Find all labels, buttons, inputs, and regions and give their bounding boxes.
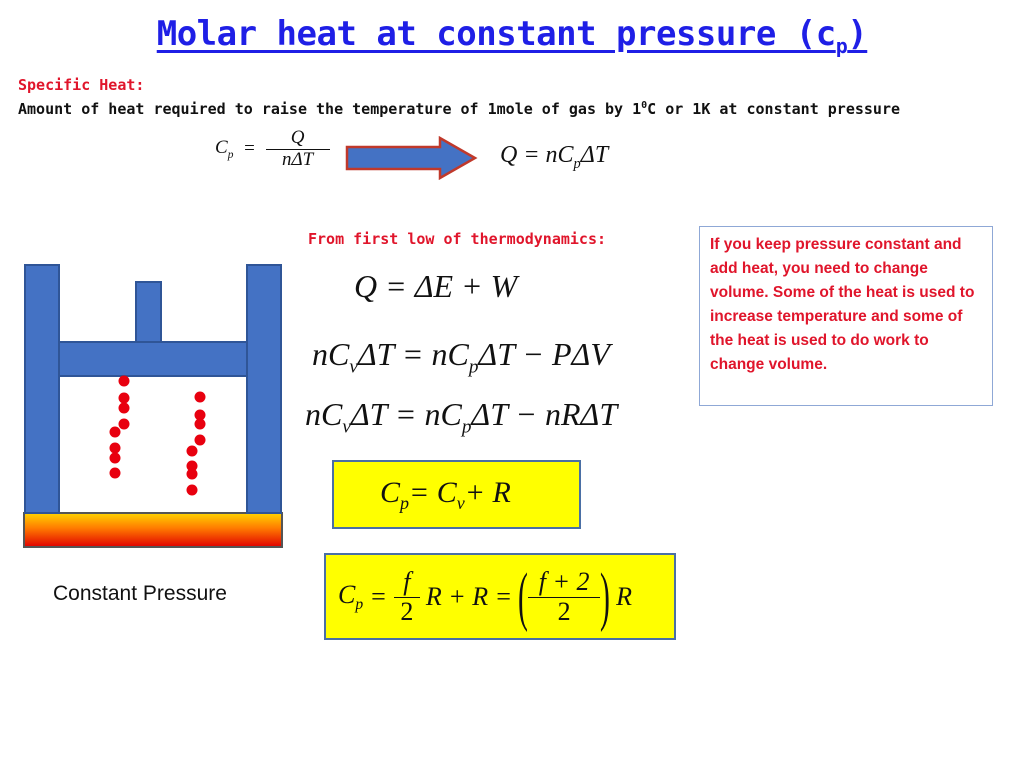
gas-molecule (187, 446, 198, 457)
gas-molecule (119, 376, 130, 387)
gas-molecule (110, 468, 121, 479)
diagram-caption: Constant Pressure (53, 582, 227, 605)
piston-plate (59, 342, 247, 376)
cylinder-right-wall (247, 265, 281, 513)
cp-cv-relation: $C_p= C_v+ R$ (380, 476, 511, 513)
explanation-note-text: If you keep pressure constant and add heat, you need to change volume. Some of the heat is used to increase temperature and some of the heat is used to do work to change volume. (710, 236, 975, 373)
heater-base (24, 513, 282, 547)
specific-heat-definition: Amount of heat required to raise the temperature of 1mole of gas by $1^0C$ or 1K at constant pressure (18, 100, 901, 118)
gas-molecule (187, 469, 198, 480)
gas-molecule (110, 453, 121, 464)
cp-degrees-of-freedom-box (324, 553, 676, 640)
slide-title: Molar heat at constant pressure $(c_p)$ (156, 14, 868, 58)
gas-molecules (110, 376, 206, 496)
piston-rod (136, 282, 161, 344)
gas-molecule (110, 443, 121, 454)
gas-molecule (195, 435, 206, 446)
first-law-equation: Q = ΔE + W (354, 268, 518, 304)
work-pressure-equation: $nC_v\Delta T = nC_p\Delta T - P\Delta V$ (312, 336, 610, 378)
gas-molecule (110, 427, 121, 438)
gas-molecule (195, 392, 206, 403)
specific-heat-label: Specific Heat: (18, 76, 145, 94)
gas-molecule (119, 393, 130, 404)
work-gas-constant-equation: $nC_v\Delta T = nC_p\Delta T - nR\Delta T$ (305, 396, 618, 438)
gas-molecule (187, 485, 198, 496)
right-paren: ) (600, 560, 611, 633)
implies-arrow (344, 136, 480, 180)
cylinder-left-wall (25, 265, 59, 513)
left-paren: ( (518, 560, 529, 633)
gas-molecule (119, 419, 130, 430)
gas-molecule (195, 419, 206, 430)
gas-molecule (119, 403, 130, 414)
first-law-label: From first low of thermodynamics: (308, 230, 607, 248)
explanation-note-box (699, 226, 993, 406)
cp-cv-relation-box (332, 460, 581, 529)
cp-definition-equation: $C_p$ = $\frac{Q}{\text{nΔT}}$ (215, 128, 330, 171)
heat-equation: $Q = nC_p\Delta T$ (500, 142, 609, 172)
constant-pressure-piston-diagram (20, 258, 288, 554)
cp-degrees-of-freedom-equation: $C_p$ = $\frac{f}{2}$ R + R = ( $\frac{f + 2}{2}$ ) R (338, 560, 633, 633)
